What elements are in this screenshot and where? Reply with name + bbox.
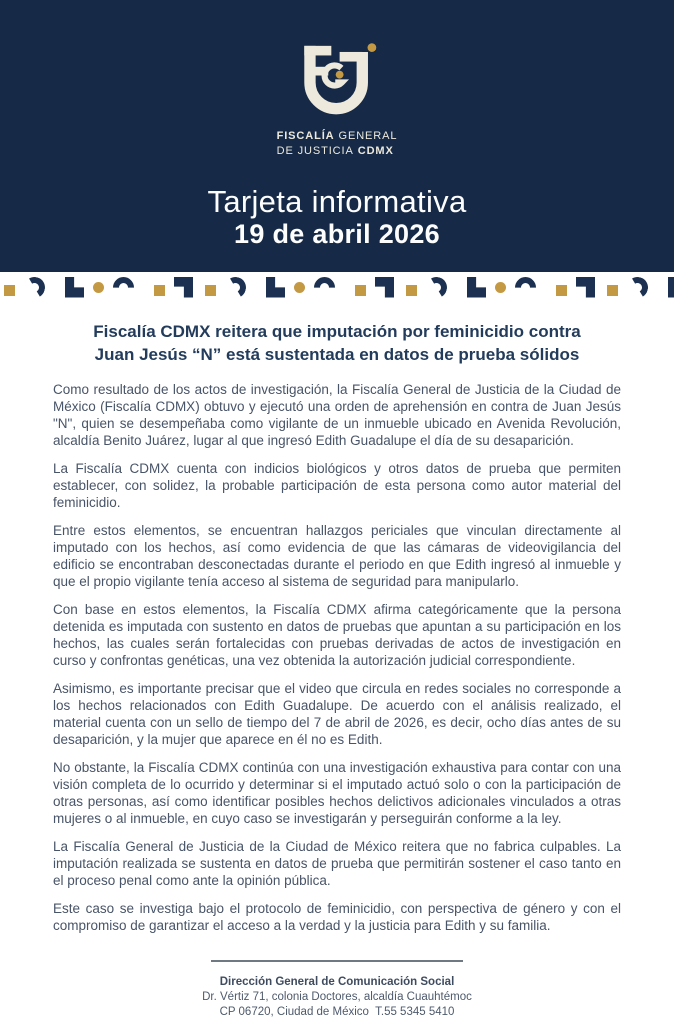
- footer: [53, 960, 621, 1020]
- org-wordmark-line2: [277, 144, 398, 159]
- pattern-shape: [625, 274, 650, 299]
- body-paragraph: Asimismo, es importante precisar que el video que circula en redes sociales no corresponde a los hechos relacionados con Edith Guadalupe. De acuerdo con el análisis realizado, el material cuenta con un sello de tiempo del 7 de abril de 2026, es decir, ocho días antes de su desaparición, y la mujer que aparece en él no es Edith.: [53, 681, 621, 747]
- body-paragraph: La Fiscalía General de Justicia de la Ciudad de México reitera que no fabrica culpables. La imputación realizada se sustenta en datos de prueba que permitirán sostener el caso tanto en el proceso penal como ante la opinión pública.: [53, 839, 621, 888]
- footer-divider: [211, 960, 463, 962]
- body-paragraph: Como resultado de los actos de investigación, la Fiscalía General de Justicia de la Ciudad de México (Fiscalía CDMX) obtuvo y ejecutó una orden de aprehensión en contra de Juan Jesús "N", quien se desempeñaba como vigilante de un inmueble ubicado en Avenida Revolución, alcaldía Benito Juárez, lugar al que ingresó Edith Guadalupe el día de su desaparición.: [53, 382, 621, 448]
- pattern-shape: [424, 274, 449, 299]
- pattern-shape: [607, 285, 618, 296]
- pattern-shape: [668, 277, 674, 298]
- pattern-shape: [294, 282, 305, 293]
- footer-department: Dirección General de Comunicación Social: [219, 976, 455, 988]
- pattern-shape: [406, 285, 417, 296]
- pattern-unit: [4, 277, 193, 298]
- pattern-shape: [109, 272, 139, 302]
- body-paragraph: Este caso se investiga bajo el protocolo de feminicidio, con perspectiva de género y con el compromiso de garantizar el acceso a la verdad y la justicia para Edith y su familia.: [53, 901, 621, 933]
- pattern-unit: [205, 277, 394, 298]
- body-paragraph: La Fiscalía CDMX cuenta con indicios biológicos y otros datos de prueba que permiten establecer, con solidez, la probable participación de esta persona como autor material del feminicidio.: [53, 461, 621, 510]
- pattern-shape: [65, 277, 84, 298]
- body-paragraph: Con base en estos elementos, la Fiscalía CDMX afirma categóricamente que la persona detenida es imputada con sustento en datos de pruebas que apuntan a su participación en los hechos, las cuales serán fortalecidas con pruebas derivadas de actos de investigación en curso y confrontas genéticas, una vez obtenida la autorización judicial correspondiente.: [53, 602, 621, 668]
- pattern-shape: [355, 285, 366, 296]
- pattern-shape: [205, 285, 216, 296]
- document-title: Tarjeta informativa: [207, 184, 467, 219]
- pattern-shape: [495, 282, 506, 293]
- fgj-monogram-logo: [296, 36, 378, 122]
- decorative-pattern-band: [0, 272, 674, 302]
- body-paragraph: No obstante, la Fiscalía CDMX continúa con una investigación exhaustiva para contar con una visión completa de lo ocurrido y determinar si el imputado actuó solo o con la participación de otras personas, así como identificar posibles hechos delictivos adicionales vinculados a otras mujeres o al inmueble, en cuyo caso se investigarán y perseguirán conforme a la ley.: [53, 760, 621, 826]
- pattern-unit: [607, 277, 674, 298]
- pattern-unit: [406, 277, 595, 298]
- pattern-shape: [4, 285, 15, 296]
- body-paragraph: Entre estos elementos, se encuentran hallazgos periciales que vinculan directamente al imputado con los hechos, así como evidencia de que las cámaras de videovigilancia del edificio se encontraban desconectadas durante el periodo en que Edith ingresó al inmueble y que el propio vigilante tenía acceso al sistema de seguridad para manipularlo.: [53, 523, 621, 589]
- pattern-shape: [576, 277, 595, 298]
- document-date: 19 de abril 2026: [234, 219, 440, 249]
- pattern-shape: [375, 277, 394, 298]
- headline-line2: Juan Jesús “N” está sustentada en datos de prueba sólidos: [94, 345, 580, 364]
- pattern-shape: [22, 274, 47, 299]
- org-name-part: DE JUSTICIA: [276, 145, 354, 157]
- headline-line1: Fiscalía CDMX reitera que imputación por feminicidio contra: [93, 322, 581, 341]
- footer-address-line2: CP 06720, Ciudad de México T.55 5345 5410: [219, 1006, 455, 1018]
- masthead: [0, 0, 674, 272]
- org-name-part: FISCALÍA: [276, 130, 335, 142]
- document-body: [0, 302, 674, 1020]
- pattern-shape: [467, 277, 486, 298]
- pattern-shape: [310, 272, 340, 302]
- pattern-shape: [511, 272, 541, 302]
- pattern-shape: [154, 285, 165, 296]
- pattern-shape: [174, 277, 193, 298]
- org-name-part: CDMX: [357, 145, 394, 157]
- pattern-shape: [223, 274, 248, 299]
- pattern-shape: [266, 277, 285, 298]
- org-name-part: GENERAL: [338, 130, 398, 142]
- footer-address-line1: Dr. Vértiz 71, colonia Doctores, alcaldía Cuauhtémoc: [202, 991, 472, 1003]
- press-release-headline: [55, 320, 619, 366]
- pattern-shape: [556, 285, 567, 296]
- pattern-shape: [93, 282, 104, 293]
- org-wordmark-line1: [277, 129, 398, 144]
- org-wordmark: [277, 129, 398, 159]
